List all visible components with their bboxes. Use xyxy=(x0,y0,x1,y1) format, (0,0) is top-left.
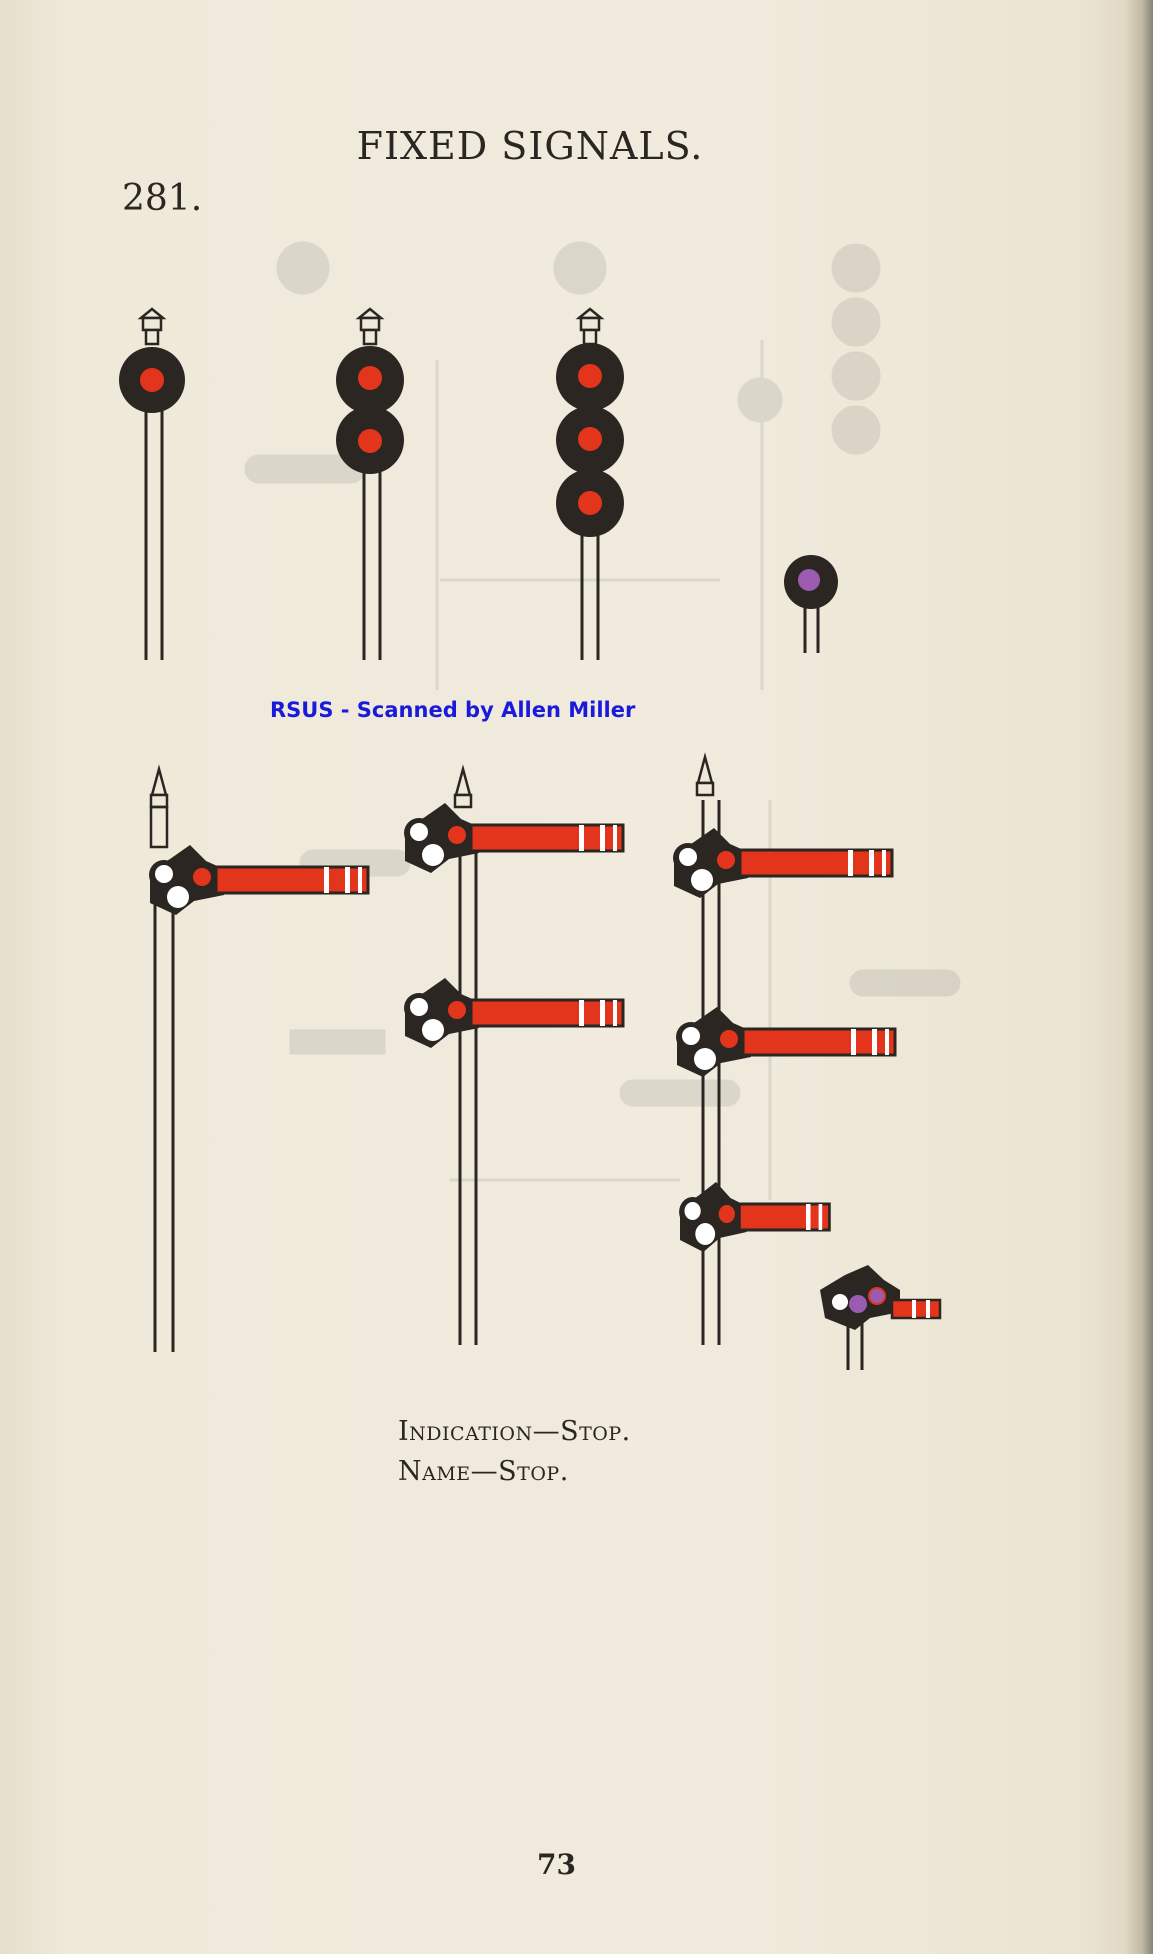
indication-caption: Indication—Stop. xyxy=(398,1416,631,1447)
two-light-signal xyxy=(336,309,404,660)
three-arm-semaphore xyxy=(673,757,895,1345)
rule-number: 281. xyxy=(122,178,203,219)
dwarf-semaphore xyxy=(820,1265,940,1370)
name-caption: Name—Stop. xyxy=(398,1456,569,1487)
scan-watermark: RSUS - Scanned by Allen Miller xyxy=(270,698,636,722)
page-title: FIXED SIGNALS. xyxy=(356,124,704,168)
page-number: 73 xyxy=(537,1848,576,1881)
one-light-signal xyxy=(119,309,185,660)
two-arm-semaphore xyxy=(404,769,623,1345)
one-arm-semaphore xyxy=(149,769,368,1352)
three-light-signal xyxy=(556,309,624,660)
dwarf-light-signal xyxy=(784,555,838,653)
